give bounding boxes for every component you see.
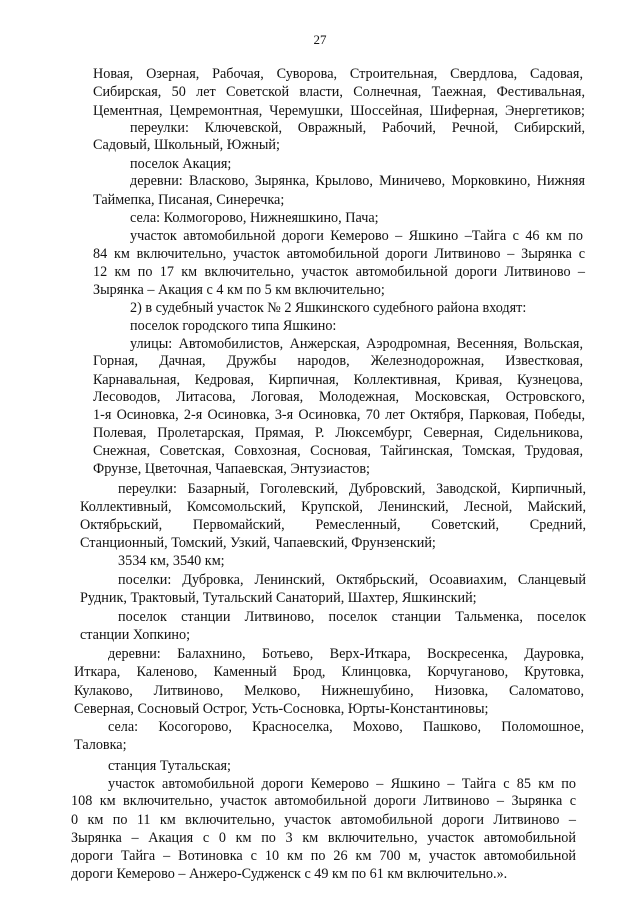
text-line: Горная, Дачная, Дружбы народов, Железнодорожная, Известковая,	[93, 353, 583, 369]
text-line: Зырянка – Акация с 0 км по 3 км включительно, участок автомобильной	[71, 830, 576, 846]
text-line: Таловка;	[74, 737, 127, 753]
text-line: Лесоводов, Литасова, Логовая, Молодежная, Московская, Островского,	[93, 389, 585, 405]
text-line: Рудник, Трактовый, Тутальский Санаторий, Шахтер, Яшкинский;	[80, 590, 477, 606]
text-line: села: Косогорово, Красноселка, Мохово, Пашково, Поломошное,	[108, 719, 584, 735]
text-line: улицы: Автомобилистов, Анжерская, Аэродромная, Весенняя, Вольская,	[130, 336, 583, 352]
text-line: Иткара, Каленово, Каменный Брод, Клинцовка, Корчуганово, Крутовка,	[74, 664, 584, 680]
text-line: села: Колмогорово, Нижнеяшкино, Пача;	[130, 210, 379, 226]
text-line: 2) в судебный участок № 2 Яшкинского судебного района входят:	[130, 300, 527, 316]
text-line: Садовый, Школьный, Южный;	[93, 137, 280, 153]
text-line: Полевая, Пролетарская, Прямая, Р. Люксембург, Северная, Сидельникова,	[93, 425, 583, 441]
text-line: поселок городского типа Яшкино:	[130, 318, 337, 334]
text-line: Таймепка, Писаная, Синеречка;	[93, 192, 285, 208]
text-line: дороги Тайга – Вотиновка с 10 км по 26 км 700 м, участок автомобильной	[71, 848, 576, 864]
text-line: 3534 км, 3540 км;	[118, 553, 225, 569]
text-line: Станционный, Томский, Узкий, Чапаевский, Фрунзенский;	[80, 535, 436, 551]
text-line: деревни: Власково, Зырянка, Крылово, Миничево, Морковкино, Нижняя	[130, 173, 585, 189]
text-line: Октябрьский, Первомайский, Ремесленный, Советский, Средний,	[80, 517, 586, 533]
text-line: переулки: Ключевской, Овражный, Рабочий, Речной, Сибирский,	[130, 120, 585, 136]
text-line: поселок Акация;	[130, 156, 232, 172]
text-line: участок автомобильной дороги Кемерово – Яшкино – Тайга с 85 км по	[108, 776, 576, 792]
text-line: Коллективный, Комсомольский, Крупской, Ленинский, Лесной, Майский,	[80, 499, 586, 515]
text-line: 0 км по 11 км включительно, участок автомобильной дороги Литвиново –	[71, 812, 576, 828]
text-line: Сибирская, 50 лет Советской власти, Солнечная, Таежная, Фестивальная,	[93, 84, 585, 100]
text-line: дороги Кемерово – Анжеро-Судженск с 49 км по 61 км включительно.».	[71, 866, 508, 882]
text-line: Цементная, Цемремонтная, Черемушки, Шоссейная, Шиферная, Энергетиков;	[93, 103, 585, 119]
text-line: 108 км включительно, участок автомобильной дороги Литвиново – Зырянка с	[71, 793, 576, 809]
text-line: деревни: Балахнино, Ботьево, Верх-Иткара, Воскресенка, Дауровка,	[108, 646, 584, 662]
text-line: Фрунзе, Цветочная, Чапаевская, Энтузиастов;	[93, 461, 370, 477]
text-line: станции Хопкино;	[80, 627, 191, 643]
text-line: поселок станции Литвиново, поселок станции Тальменка, поселок	[118, 609, 586, 625]
text-line: Новая, Озерная, Рабочая, Суворова, Строительная, Свердлова, Садовая,	[93, 66, 583, 82]
text-line: Карнавальная, Кедровая, Кирпичная, Коллективная, Кривая, Кузнецова,	[93, 372, 583, 388]
text-line: 1-я Осиновка, 2-я Осиновка, 3-я Осиновка, 70 лет Октября, Парковая, Победы,	[93, 407, 585, 423]
page-number: 27	[313, 32, 327, 47]
text-line: поселки: Дубровка, Ленинский, Октябрьский, Осоавиахим, Сланцевый	[118, 572, 586, 588]
text-line: участок автомобильной дороги Кемерово – Яшкино –Тайга с 46 км по	[130, 228, 583, 244]
text-line: Северная, Сосновый Острог, Усть-Сосновка, Юрты-Константиновы;	[74, 701, 489, 717]
text-line: Зырянка – Акация с 4 км по 5 км включительно;	[93, 282, 385, 298]
text-line: Кулаково, Литвиново, Мелково, Нижнешубино, Низовка, Саломатово,	[74, 683, 584, 699]
text-line: Снежная, Советская, Совхозная, Сосновая, Тайгинская, Томская, Трудовая,	[93, 443, 583, 459]
text-line: станция Тутальская;	[108, 758, 231, 774]
text-line: 12 км по 17 км включительно, участок автомобильной дороги Литвиново –	[93, 264, 585, 280]
text-line: 84 км включительно, участок автомобильной дороги Литвиново – Зырянка с	[93, 246, 585, 262]
text-line: переулки: Базарный, Гоголевский, Дубровский, Заводской, Кирпичный,	[118, 481, 586, 497]
